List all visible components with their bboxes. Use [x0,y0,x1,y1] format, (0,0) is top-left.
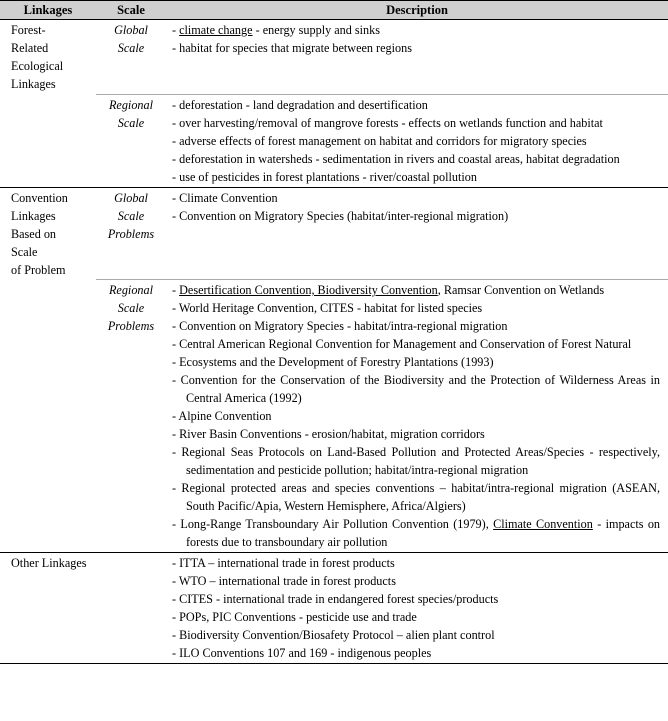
description-cell [166,20,668,95]
description-item: - habitat for species that migrate between regions [172,41,412,55]
description-item: - adverse effects of forest management on habitat and corridors for migratory species [172,133,587,148]
description-cell [166,280,668,553]
header-row [0,1,668,20]
underlined-term: climate change [179,23,253,37]
linkage-cell: Forest- Related Ecological Linkages [11,23,64,91]
description-item: - deforestation - land degradation and desertification [172,97,428,112]
header-linkages: Linkages [0,1,96,20]
scale-cell: Regional Scale Problems [96,280,166,553]
description-item: - climate change - energy supply and sinks [172,23,380,37]
description-item: - Convention on Migratory Species - habitat/intra-regional migration [172,319,508,333]
scale-cell [96,553,166,664]
table-row [0,187,668,280]
description-item: - Regional protected areas and species conventions – habitat/intra-regional migration (ASEAN, South Pacific/Apia, Western Hemisphere, Africa/Algiers) [172,481,660,513]
description-item: - World Heritage Convention, CITES - habitat for listed species [172,301,483,315]
header-scale: Scale [96,1,166,20]
linkage-cell: Other Linkages [0,553,96,664]
description-item: - Convention on Migratory Species (habitat/inter-regional migration) [172,208,509,223]
description-cell [166,187,668,280]
description-item: - Central American Regional Convention for Management and Conservation of Forest Natural [172,337,632,351]
table-row [0,20,668,95]
description-item: - over harvesting/removal of mangrove forests - effects on wetlands function and habitat [172,115,603,130]
scale-cell: Global Scale Problems [96,187,166,280]
description-item: - CITES - international trade in endangered forest species/products [172,592,499,606]
linkage-cell [0,94,96,187]
description-item: - ILO Conventions 107 and 169 - indigenous peoples [172,646,432,660]
description-item: - Alpine Convention [172,409,272,423]
table-row [0,280,668,553]
description-cell [166,94,668,187]
description-item: - Climate Convention [172,190,278,205]
underlined-term: Climate Convention [493,517,593,531]
description-item: - Convention for the Conservation of the Biodiversity and the Protection of Wilderness Areas in Central America (1992) [172,373,660,405]
table-row [0,553,668,664]
table-row [0,94,668,187]
scale-cell: Global Scale [96,20,166,95]
header-description: Description [166,1,668,20]
description-item: - Biodiversity Convention/Biosafety Protocol – alien plant control [172,628,495,642]
linkage-cell [0,280,96,553]
description-item: - deforestation in watersheds - sedimentation in rivers and coastal areas, habitat degradation [172,151,620,166]
underlined-term: Desertification Convention, Biodiversity Convention [179,283,438,297]
description-item: - River Basin Conventions - erosion/habitat, migration corridors [172,427,485,441]
description-item: - use of pesticides in forest plantations - river/coastal pollution [172,169,477,184]
linkage-cell: Convention Linkages Based on Scale of Problem [11,190,68,277]
description-item: - ITTA – international trade in forest products [172,556,395,570]
description-cell [166,553,668,664]
scale-cell: Regional Scale [96,94,166,187]
description-item: - POPs, PIC Conventions - pesticide use and trade [172,610,417,624]
description-item: - Desertification Convention, Biodiversity Convention, Ramsar Convention on Wetlands [172,283,605,297]
description-item: - Ecosystems and the Development of Forestry Plantations (1993) [172,355,494,369]
description-item: - Long-Range Transboundary Air Pollution Convention (1979), Climate Convention - impacts on forests due to transboundary air pollution [172,517,661,549]
description-item: - WTO – international trade in forest products [172,574,396,588]
description-item: - Regional Seas Protocols on Land-Based Pollution and Protected Areas/Species - respectively, sedimentation and pesticide pollution; habitat/intra-regional migration [172,445,660,477]
